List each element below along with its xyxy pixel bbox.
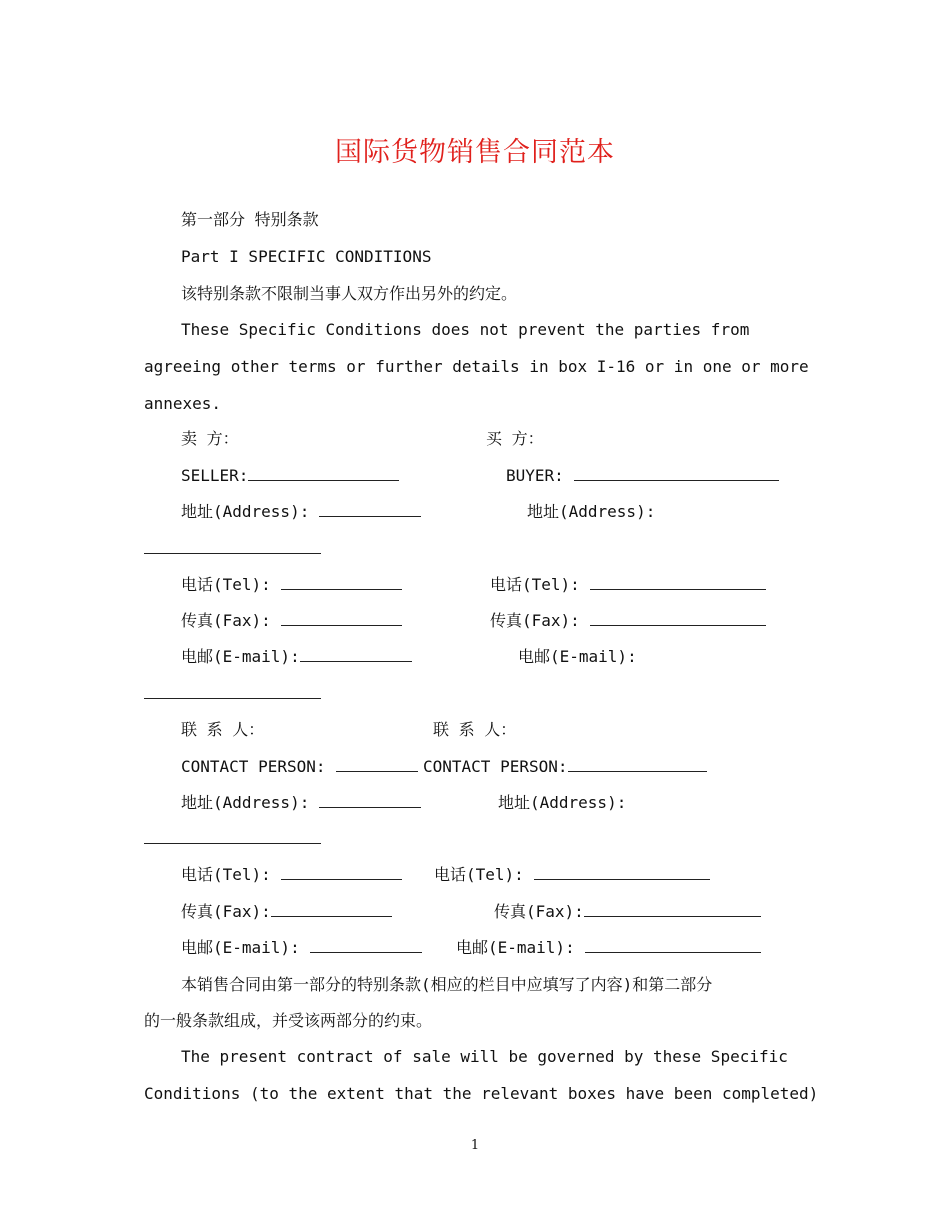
intro-en-line-1: These Specific Conditions does not prevent the parties from	[181, 320, 750, 339]
seller-email-blank[interactable]	[300, 647, 412, 662]
buyer-contact-field: CONTACT PERSON:	[423, 757, 707, 777]
buyer-email-field: 电邮(E-mail):	[518, 647, 637, 666]
seller-address-blank[interactable]	[319, 502, 421, 517]
closing-en-line-2: Conditions (to the extent that the relevant boxes have been completed)	[144, 1084, 819, 1103]
buyer-contact-address-blank[interactable]	[144, 829, 321, 844]
closing-en-line-1: The present contract of sale will be governed by these Specific	[181, 1047, 788, 1066]
buyer-contact-fax-field: 传真(Fax):	[494, 902, 761, 922]
buyer-address-field: 地址(Address):	[527, 502, 656, 521]
buyer-email-blank-line	[144, 684, 321, 704]
part-heading-en: Part I SPECIFIC CONDITIONS	[181, 247, 432, 266]
buyer-fax-field: 传真(Fax):	[490, 611, 766, 631]
buyer-contact-address-blank-line	[144, 829, 321, 849]
buyer-contact-email-blank[interactable]	[585, 938, 761, 953]
intro-en-line-2: agreeing other terms or further details in box I-16 or in one or more	[144, 357, 809, 376]
seller-tel-blank[interactable]	[281, 575, 402, 590]
seller-blank[interactable]	[248, 466, 399, 481]
document-title: 国际货物销售合同范本	[335, 137, 615, 168]
seller-contact-address-field: 地址(Address):	[181, 793, 421, 813]
seller-contact-fax-blank[interactable]	[271, 902, 392, 917]
intro-cn: 该特别条款不限制当事人双方作出另外的约定。	[181, 284, 518, 303]
seller-contact-blank[interactable]	[336, 757, 418, 772]
seller-contact-email-blank[interactable]	[310, 938, 422, 953]
seller-email-field: 电邮(E-mail):	[181, 647, 412, 667]
seller-contact-label: 联 系 人：	[181, 720, 265, 739]
seller-tel-field: 电话(Tel):	[181, 575, 402, 595]
seller-address-field: 地址(Address):	[181, 502, 421, 522]
seller-fax-blank[interactable]	[281, 611, 402, 626]
seller-contact-address-blank[interactable]	[319, 793, 421, 808]
closing-cn-line-2: 的一般条款组成，并受该两部分的约束。	[144, 1011, 433, 1030]
buyer-contact-tel-blank[interactable]	[534, 865, 710, 880]
closing-cn-line-1: 本销售合同由第一部分的特别条款(相应的栏目中应填写了内容)和第二部分	[181, 975, 713, 994]
seller-fax-field: 传真(Fax):	[181, 611, 402, 631]
seller-contact-tel-blank[interactable]	[281, 865, 402, 880]
seller-label: 卖 方：	[181, 429, 239, 448]
buyer-contact-tel-field: 电话(Tel):	[434, 865, 710, 885]
intro-en-line-3: annexes.	[144, 394, 222, 413]
buyer-contact-address-field: 地址(Address):	[498, 793, 627, 812]
page-number: 1	[470, 1138, 480, 1153]
buyer-contact-blank[interactable]	[568, 757, 707, 772]
buyer-contact-label: 联 系 人：	[433, 720, 517, 739]
seller-contact-fax-field: 传真(Fax):	[181, 902, 392, 922]
buyer-fax-blank[interactable]	[590, 611, 766, 626]
part-heading-cn: 第一部分 特别条款	[181, 210, 319, 229]
buyer-tel-blank[interactable]	[590, 575, 766, 590]
buyer-tel-field: 电话(Tel):	[490, 575, 766, 595]
buyer-field: BUYER:	[506, 466, 779, 486]
buyer-email-blank[interactable]	[144, 684, 321, 699]
buyer-blank[interactable]	[574, 466, 779, 481]
buyer-contact-fax-blank[interactable]	[584, 902, 761, 917]
seller-contact-email-field: 电邮(E-mail):	[181, 938, 422, 958]
buyer-contact-email-field: 电邮(E-mail):	[456, 938, 761, 958]
buyer-address-blank-line	[144, 539, 321, 559]
seller-contact-tel-field: 电话(Tel):	[181, 865, 402, 885]
seller-field: SELLER:	[181, 466, 399, 486]
seller-contact-field: CONTACT PERSON:	[181, 757, 418, 777]
buyer-address-blank[interactable]	[144, 539, 321, 554]
buyer-label: 买 方：	[486, 429, 544, 448]
